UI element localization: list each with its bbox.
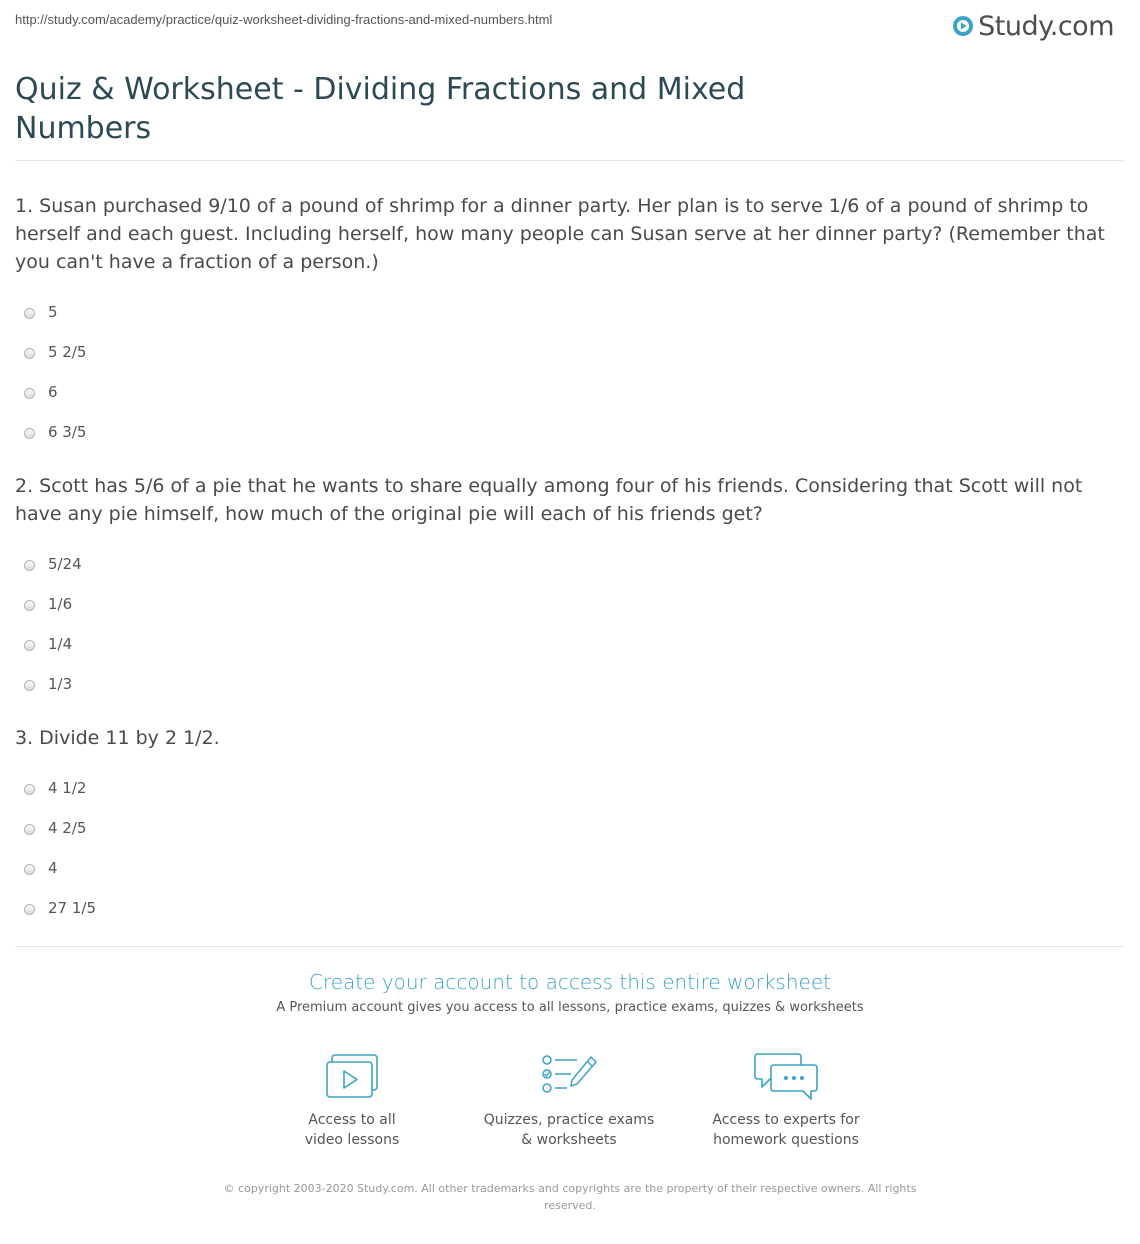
feature-line: video lessons [304, 1132, 400, 1148]
page-url: http://study.com/academy/practice/quiz-worksheet-dividing-fractions-and-mixed-numbers.html [15, 12, 553, 27]
feature-line: & worksheets [521, 1132, 617, 1148]
question-2: 2. Scott has 5/6 of a pie that he wants to share equally among four of his friends. Considering that Scott will not have any pie himself, how much of the original pie will each of his friends get? [15, 475, 1083, 525]
feature-experts [686, 1052, 886, 1150]
copyright-line: © copyright 2003-2020 Study.com. All other trademarks and copyrights are the property of their respective owners. All rights [223, 1182, 917, 1195]
answer-label: 5 [48, 303, 58, 321]
feature-line: Access to all [308, 1112, 396, 1128]
answer-label: 6 3/5 [48, 423, 87, 441]
radio-button[interactable] [24, 560, 35, 571]
divider-top [15, 160, 1125, 161]
copyright-line: reserved. [544, 1199, 596, 1212]
feature-quizzes [469, 1052, 669, 1150]
radio-button[interactable] [24, 600, 35, 611]
page-title: Quiz & Worksheet - Dividing Fractions and Mixed Numbers [15, 72, 746, 146]
radio-button[interactable] [24, 904, 35, 915]
logo-text: Study.com [978, 10, 1114, 42]
feature-line: Quizzes, practice exams [483, 1112, 655, 1128]
radio-button[interactable] [24, 428, 35, 439]
answer-label: 5 2/5 [48, 343, 87, 361]
radio-button[interactable] [24, 388, 35, 399]
question-3: 3. Divide 11 by 2 1/2. [15, 727, 220, 749]
radio-button[interactable] [24, 308, 35, 319]
question-2-options [24, 544, 82, 704]
play-circle-icon [952, 15, 974, 37]
answer-option[interactable] [24, 664, 82, 704]
answer-label: 4 2/5 [48, 819, 87, 837]
answer-option[interactable] [24, 624, 82, 664]
answer-option[interactable] [24, 848, 96, 888]
question-3-options [24, 768, 96, 928]
answer-option[interactable] [24, 292, 86, 332]
answer-label: 4 1/2 [48, 779, 87, 797]
radio-button[interactable] [24, 680, 35, 691]
radio-button[interactable] [24, 348, 35, 359]
video-lessons-icon [325, 1052, 379, 1102]
question-1-options [24, 292, 86, 452]
chat-experts-icon [754, 1052, 818, 1102]
answer-option[interactable] [24, 768, 96, 808]
question-1: 1. Susan purchased 9/10 of a pound of shrimp for a dinner party. Her plan is to serve 1/6 of a pound of shrimp to herself and each guest. Including herself, how many people can Susan serve at her dinner party? (Remember that you can't have a fraction of a person.) [15, 195, 1105, 273]
answer-option[interactable] [24, 332, 86, 372]
feature-video-lessons [252, 1052, 452, 1150]
premium-description: A Premium account gives you access to all lessons, practice exams, quizzes & worksheets [276, 1000, 864, 1015]
create-account-link[interactable]: Create your account to access this entire worksheet [309, 970, 831, 994]
radio-button[interactable] [24, 640, 35, 651]
radio-button[interactable] [24, 784, 35, 795]
answer-option[interactable] [24, 412, 86, 452]
answer-option[interactable] [24, 372, 86, 412]
answer-option[interactable] [24, 808, 96, 848]
radio-button[interactable] [24, 824, 35, 835]
radio-button[interactable] [24, 864, 35, 875]
divider-bottom [15, 946, 1125, 947]
answer-option[interactable] [24, 544, 82, 584]
answer-label: 4 [48, 859, 58, 877]
feature-line: homework questions [713, 1132, 859, 1148]
copyright-notice [210, 1180, 930, 1214]
quiz-checklist-icon [541, 1052, 597, 1102]
answer-option[interactable] [24, 584, 82, 624]
study-logo[interactable] [952, 6, 1114, 46]
feature-line: Access to experts for [712, 1112, 860, 1128]
answer-label: 5/24 [48, 555, 82, 573]
answer-label: 1/6 [48, 595, 73, 613]
answer-label: 27 1/5 [48, 899, 96, 917]
answer-label: 6 [48, 383, 58, 401]
answer-label: 1/4 [48, 635, 73, 653]
answer-label: 1/3 [48, 675, 73, 693]
answer-option[interactable] [24, 888, 96, 928]
